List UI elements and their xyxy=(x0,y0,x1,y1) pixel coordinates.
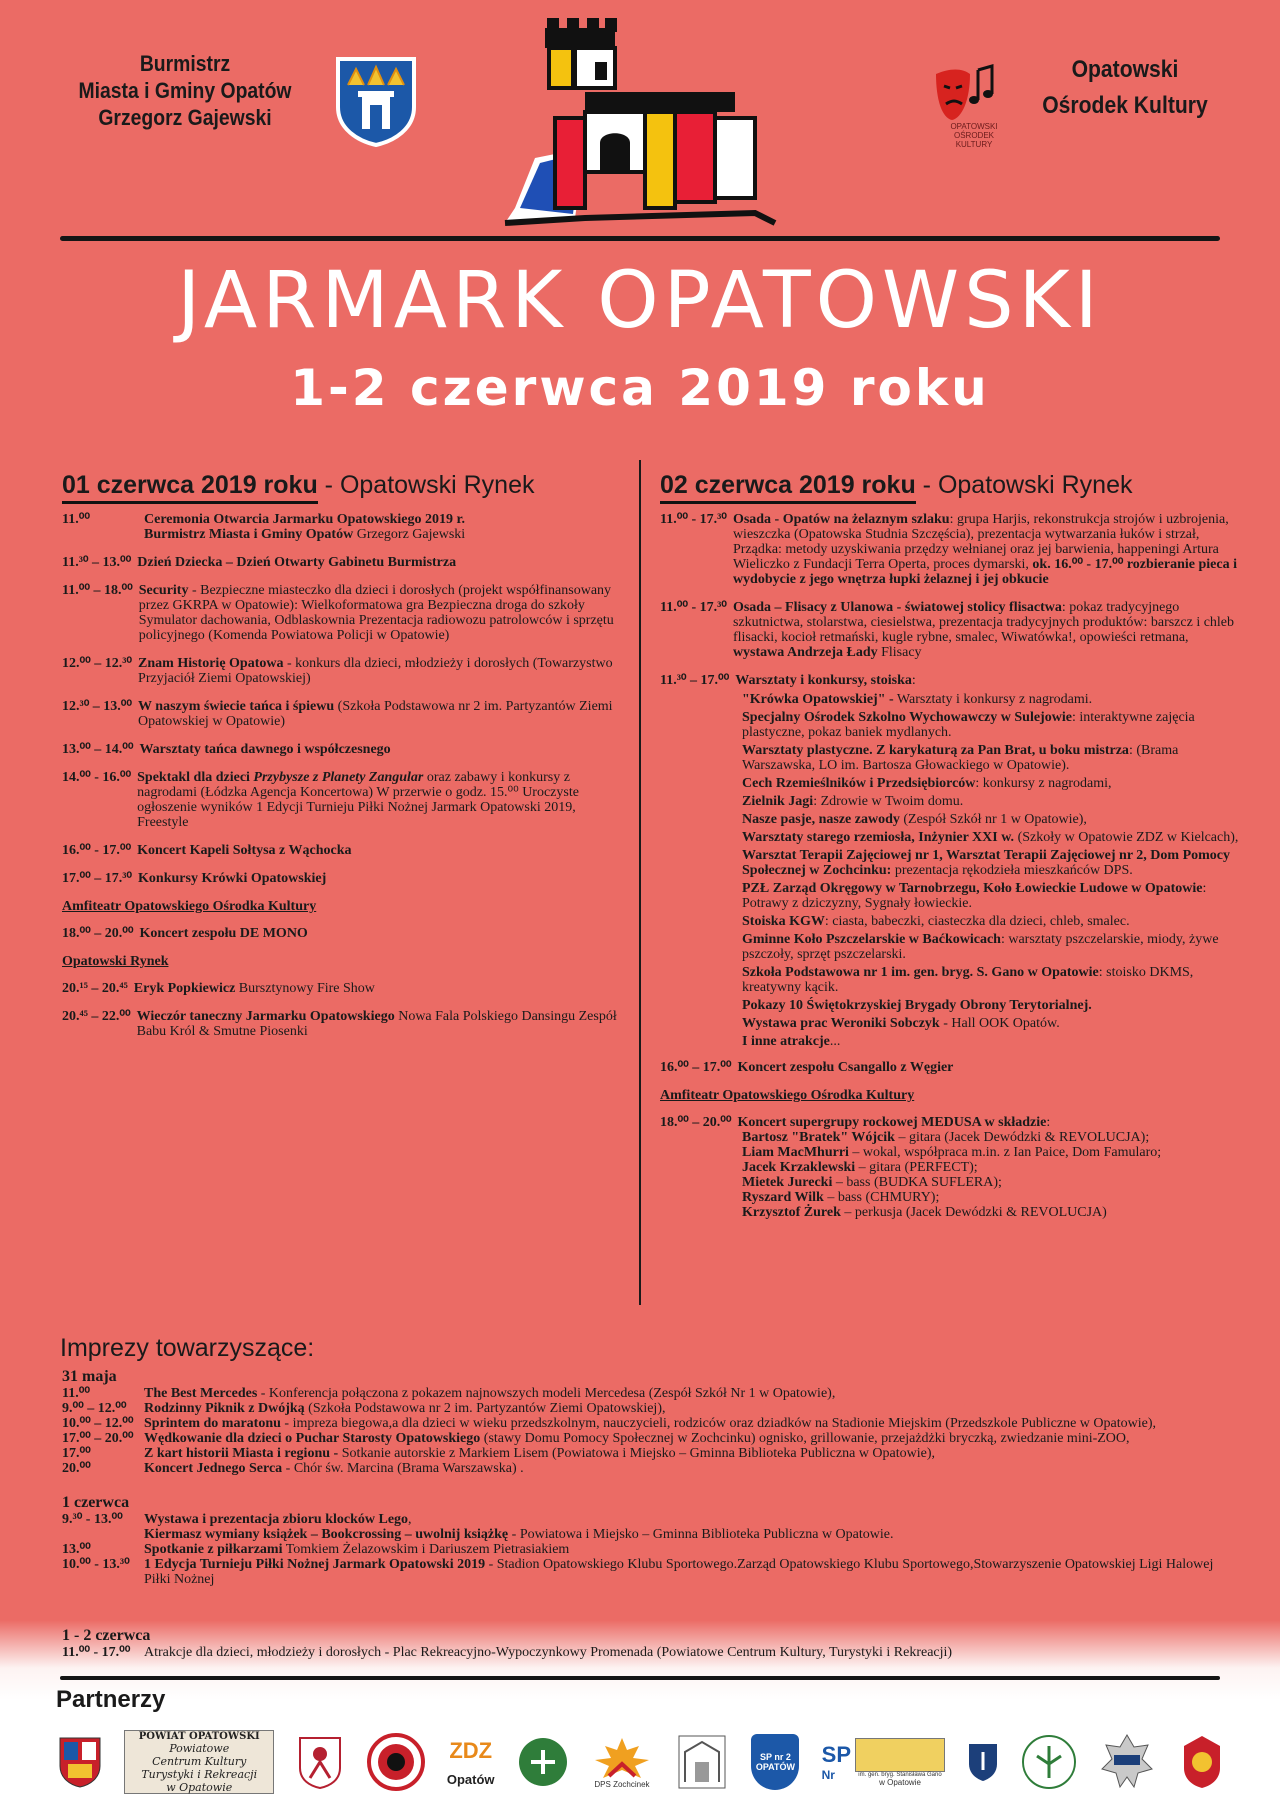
extra-time: 10.⁰⁰ – 12.⁰⁰ xyxy=(62,1416,134,1431)
extra-desc xyxy=(144,1446,1232,1461)
extra-desc xyxy=(144,1461,1232,1476)
event-desc: - konkurs dla dzieci, młodzieży i dorosłych (Towarzystwo Przyjaciół Ziemi Opatowskiej) xyxy=(138,656,613,686)
sp1-logo-line: w Opatowie xyxy=(879,1777,921,1787)
event-time: 11.⁰⁰ xyxy=(62,512,90,527)
event-title: Warsztaty tańca dawnego i współczesnego xyxy=(139,742,391,757)
workshop-desc: ... xyxy=(829,1034,841,1049)
event-title: W naszym świecie tańca i śpiewu xyxy=(138,699,335,714)
workshop-desc: : konkursy z nagrodami, xyxy=(975,776,1112,791)
extra-events-end xyxy=(62,1627,1232,1660)
workshop-item xyxy=(742,1016,1240,1031)
page-title: JARMARK OPATOWSKI xyxy=(177,256,1103,346)
opatow-crest-icon xyxy=(334,55,418,147)
extra-desc xyxy=(144,1542,1232,1557)
extra-text: Atrakcje dla dzieci, młodzieży i dorosłych - Plac Rekreacyjno-Wypoczynkowy Promenada (Powiatowe Centrum Kultury, Turystyki i Rekreacji) xyxy=(144,1645,953,1660)
extra-text: - impreza biegowa,a dla dzieci w wieku przedszkolnym, nauczycieli, rodziców oraz dziadków na Stadionie Miejskim (Przedszkole Publiczne w Opatowie), xyxy=(280,1416,1156,1431)
venue-heading: Amfiteatr Opatowskiego Ośrodka Kultury xyxy=(62,899,317,914)
day2-event xyxy=(660,600,1240,660)
band-member xyxy=(742,1190,1240,1205)
event-desc: : grupa Harjis, rekonstrukcja strojów i uzbrojenia, wieszczka (Opatowska Studnia Szczęścia), prezentacja wytwarzania łuków i strzał, Prządka: metody uzyskiwania przędzy wełnianej oraz jej barwienia, happeningi Artura Wieliczko z Fundacji Terra Operta, proces dymarski, xyxy=(732,512,1229,572)
extra-row xyxy=(62,1557,1232,1587)
workshop-title: PZŁ Zarząd Okręgowy w Tarnobrzegu, Koło Łowieckie Ludowe w Opatowie xyxy=(742,881,1203,896)
workshop-item xyxy=(742,848,1240,878)
workshop-list xyxy=(660,692,1240,1049)
workshop-title: Wystawa prac Weroniki Sobczyk xyxy=(742,1016,940,1031)
workshop-desc: (Zespół Szkół nr 1 w Opatowie), xyxy=(899,812,1087,827)
event-title: Security xyxy=(138,583,189,598)
sp1-logo-line: SP xyxy=(821,1742,851,1767)
extra-desc xyxy=(144,1416,1232,1431)
workshop-title: Warsztat Terapii Zajęciowej nr 1, Warsztat Terapii Zajęciowej nr 2, Dom Pomocy Społecznej w Zochcinku: xyxy=(742,848,1230,878)
culture-center-line-1: Opatowski xyxy=(1071,56,1179,83)
workshop-item xyxy=(742,692,1240,707)
dps-logo-text: DPS Zochcinek xyxy=(594,1779,650,1789)
library-icon xyxy=(675,1732,729,1792)
day2-place: - Opatowski Rynek xyxy=(915,471,1133,499)
day2-event xyxy=(660,673,1240,688)
event-time: 12.⁰⁰ – 12.³⁰ xyxy=(62,656,133,671)
member-name: Liam MacMhurri xyxy=(742,1145,849,1160)
extra-text: - Powiatowa i Miejsko – Gminna Biblioteka Publiczna w Opatowie. xyxy=(508,1527,894,1542)
workshop-item xyxy=(742,812,1240,827)
venue-heading: Amfiteatr Opatowskiego Ośrodka Kultury xyxy=(660,1088,915,1103)
workshop-title: Stoiska KGW xyxy=(742,914,825,929)
extra-title: Koncert Jednego Serca xyxy=(144,1461,283,1476)
workshop-desc: Warsztaty i konkursy z nagrodami. xyxy=(893,692,1093,707)
day1-event xyxy=(62,871,622,886)
event-desc: : pokaz tradycyjnego szkutnictwa, stolarstwa, ciesielstwa, prezentacja tradycyjnych produktów: barszcz i chleb flisacki, kocioł retmański, kugle rybne, smalec, Wiwatówka!, opowieści retmana, xyxy=(732,600,1235,645)
event-time: 16.⁰⁰ - 17.⁰⁰ xyxy=(62,843,132,858)
extra-title: Z kart historii Miasta i regionu - xyxy=(144,1446,339,1461)
day2-column xyxy=(660,470,1240,1220)
extra-time: 9.³⁰ - 13.⁰⁰ xyxy=(62,1512,123,1527)
extra-text: (stawy Domu Pomocy Społecznej w Zochcinku) ognisko, grillowanie, przejażdżki bryczką, zwiedzanie mini-ZOO, xyxy=(480,1431,1130,1446)
ook-logo-text xyxy=(934,122,1014,149)
workshop-title: Zielnik Jagi xyxy=(742,794,814,809)
day1-heading xyxy=(62,470,622,500)
coat-of-arms-icon xyxy=(58,1736,102,1788)
powiat-logo-line: w Opatowie xyxy=(166,1780,233,1794)
workshop-title: I inne atrakcje xyxy=(742,1034,830,1049)
member-name: Mietek Jurecki xyxy=(742,1175,833,1190)
sp1-logo-line: Nr xyxy=(821,1768,835,1782)
workshop-title: Warsztaty plastyczne. Z karykaturą za Pan Brat, u boku mistrza xyxy=(742,743,1129,758)
ook-logo-line-2: OŚRODEK xyxy=(953,131,994,140)
workshop-desc: : stoisko DKMS, kreatywny kącik. xyxy=(742,965,1194,995)
workshop-title: Cech Rzemieślników i Przedsiębiorców xyxy=(742,776,976,791)
event-title: Znam Historię Opatowa xyxy=(138,656,284,671)
culture-center-line-2: Ośrodek Kultury xyxy=(1042,92,1208,119)
extra-row xyxy=(62,1446,1232,1461)
extra-desc xyxy=(144,1401,1232,1416)
member-name: Jacek Krzaklewski xyxy=(742,1160,856,1175)
extra-text: Tomkiem Żelazowskim i Dariuszem Pietrasiakiem xyxy=(282,1542,570,1557)
extra-desc xyxy=(144,1431,1232,1446)
band-member xyxy=(742,1130,1240,1145)
powiat-logo xyxy=(124,1730,274,1794)
partner-logos xyxy=(58,1722,1228,1802)
event-title: Dzień Dziecka – Dzień Otwarty Gabinetu Burmistrza xyxy=(137,555,457,570)
day1-event xyxy=(62,656,622,686)
extra-row xyxy=(62,1461,1232,1476)
extra-heading-colon: : xyxy=(307,1334,315,1362)
workshop-item xyxy=(742,794,1240,809)
extra-row xyxy=(62,1645,1232,1660)
event-time: 11.³⁰ – 17.⁰⁰ xyxy=(660,673,730,688)
extra-title: Kiermasz wymiany książek – Bookcrossing – uwolnij książkę xyxy=(144,1527,509,1542)
extra-desc xyxy=(144,1512,1232,1527)
extra-desc xyxy=(144,1386,1232,1401)
football-club-icon xyxy=(367,1733,425,1791)
event-title: Osada - Opatów na żelaznym szlaku xyxy=(732,512,950,527)
workshop-desc: : ciasta, babeczki, ciasteczka dla dzieci, chleb, smalec. xyxy=(824,914,1130,929)
event-time: 11.⁰⁰ - 17.³⁰ xyxy=(660,512,727,527)
extra-row xyxy=(62,1401,1232,1416)
dance-school-icon xyxy=(296,1734,344,1790)
extra-time: 11.⁰⁰ xyxy=(62,1386,90,1401)
workshop-item xyxy=(742,932,1240,962)
event-time: 16.⁰⁰ – 17.⁰⁰ xyxy=(660,1060,732,1075)
member-name: Bartosz "Bratek" Wójcik xyxy=(742,1130,895,1145)
shield-icon xyxy=(967,1742,999,1782)
extra-day-heading: 31 maja xyxy=(62,1368,117,1385)
workshop-item xyxy=(742,1034,1240,1049)
craft-guild-icon xyxy=(517,1732,569,1792)
event-desc: : xyxy=(1046,1115,1051,1130)
day1-date: 01 czerwca 2019 roku xyxy=(62,471,318,504)
extra-title: Wystawa i prezentacja zbioru klocków Lego xyxy=(144,1512,409,1527)
zdz-logo-city: Opatów xyxy=(446,1771,495,1787)
day1-event xyxy=(62,926,622,941)
workshop-desc: (Szkoły w Opatowie ZDZ w Kielcach), xyxy=(1014,830,1239,845)
event-desc: Bursztynowy Fire Show xyxy=(235,981,375,996)
extra-text: - Konferencja połączona z pokazem najnowszych modeli Mercedesa (Zespół Szkół Nr 1 w Opatowie), xyxy=(257,1386,836,1401)
event-time: 11.³⁰ – 13.⁰⁰ xyxy=(62,555,132,570)
mayor-line-2: Miasta i Gminy Opatów xyxy=(78,78,292,103)
workshop-title: Specjalny Ośrodek Szkolno Wychowawczy w Sulejowie xyxy=(742,710,1072,725)
extra-desc xyxy=(144,1557,1232,1587)
zdz-logo-text: ZDZ xyxy=(449,1737,493,1763)
event-title-2: Burmistrz Miasta i Gminy Opatów xyxy=(144,527,354,542)
event-desc: : xyxy=(911,673,916,688)
extra-time: 17.⁰⁰ xyxy=(62,1446,91,1461)
extra-time: 13.⁰⁰ xyxy=(62,1542,91,1557)
event-title: Koncert Kapeli Sołtysa z Wąchocka xyxy=(137,843,352,858)
extra-time: 9.⁰⁰ – 12.⁰⁰ xyxy=(62,1401,127,1416)
event-title: Spektakl dla dzieci xyxy=(137,770,254,785)
workshop-title: Pokazy 10 Świętokrzyskiej Brygady Obrony Terytorialnej. xyxy=(742,998,1092,1013)
event-title: Wieczór taneczny Jarmarku Opatowskiego xyxy=(136,1009,395,1024)
member-name: Krzysztof Żurek xyxy=(742,1205,841,1220)
workshop-desc: : (Brama Warszawska, LO im. Bartosza Głowackiego w Opatowie). xyxy=(742,743,1179,773)
event-time: 14.⁰⁰ - 16.⁰⁰ xyxy=(62,770,132,785)
member-desc: – gitara (Jacek Dewódzki & REVOLUCJA); xyxy=(894,1130,1150,1145)
day1-event xyxy=(62,555,622,570)
member-name: Ryszard Wilk xyxy=(742,1190,824,1205)
extra-time: 17.⁰⁰ – 20.⁰⁰ xyxy=(62,1431,134,1446)
extra-time: 10.⁰⁰ - 13.³⁰ xyxy=(62,1557,130,1572)
event-title-italic: Przybysze z Planety Zangular xyxy=(253,770,424,785)
extra-title: The Best Mercedes xyxy=(144,1386,258,1401)
mayor-line-1: Burmistrz xyxy=(139,51,231,76)
workshop-item xyxy=(742,776,1240,791)
top-divider xyxy=(60,236,1220,241)
member-desc: – bass (CHMURY); xyxy=(823,1190,940,1205)
workshop-desc: : Potrawy z dziczyzny, Sygnały łowieckie. xyxy=(742,881,1207,911)
powiat-logo-line: Centrum Kultury xyxy=(152,1754,247,1768)
workshop-desc: - Hall OOK Opatów. xyxy=(939,1016,1060,1031)
event-desc: (Szkoła Podstawowa nr 2 im. Partyzantów Ziemi Opatowskiej w Opatowie) xyxy=(138,699,613,729)
hunting-club-icon xyxy=(1021,1734,1077,1790)
ook-logo-line-1: OPATOWSKI xyxy=(950,122,998,131)
workshop-title: "Krówka Opatowskiej" - xyxy=(742,692,894,707)
powiat-logo-line: POWIAT OPATOWSKI xyxy=(138,1730,260,1742)
member-desc: – wokal, współpraca m.in. z Ian Paice, Dom Famularo; xyxy=(848,1145,1162,1160)
extra-events xyxy=(62,1368,1232,1587)
day1-event xyxy=(62,512,622,542)
event-desc: Nowa Fala Polskiego Dansingu Zespół Babu Król & Smutne Piosenki xyxy=(136,1009,617,1039)
extra-row xyxy=(62,1431,1232,1446)
extra-title: 1 Edycja Turnieju Piłki Nożnej Jarmark Opatowski 2019 xyxy=(144,1557,486,1572)
dps-icon xyxy=(591,1736,653,1780)
workshop-title: Warsztaty starego rzemiosła, Inżynier XXI w. xyxy=(742,830,1015,845)
sp2-logo-line: SP nr 2 xyxy=(759,1752,791,1762)
workshop-item xyxy=(742,914,1240,929)
extra-desc xyxy=(144,1645,952,1660)
extra-title: Sprintem do maratonu xyxy=(144,1416,281,1431)
day2-event xyxy=(660,1115,1240,1130)
partners-divider xyxy=(60,1676,1220,1680)
extra-day-heading: 1 - 2 czerwca xyxy=(62,1627,151,1644)
extra-title: Wędkowanie dla dzieci o Puchar Starosty Opatowskiego xyxy=(144,1431,481,1446)
band-member xyxy=(742,1175,1240,1190)
band-member xyxy=(742,1205,1240,1220)
workshop-item xyxy=(742,743,1240,773)
extra-text: - Stadion Opatowskiego Klubu Sportowego.Zarząd Opatowskiego Klubu Sportowego,Stowarzyszenie Opatowskiej Ligi Halowej Piłki Nożnej xyxy=(144,1557,1214,1587)
event-time: 11.⁰⁰ - 17.³⁰ xyxy=(660,600,727,615)
day2-heading xyxy=(660,470,1240,500)
extra-heading-text: Imprezy towarzyszące xyxy=(60,1334,308,1362)
police-icon xyxy=(1100,1733,1154,1791)
workshop-desc: : interaktywne zajęcia plastyczne, pokaz baniek mydlanych. xyxy=(742,710,1195,740)
fire-brigade-icon xyxy=(1176,1734,1228,1790)
dps-logo xyxy=(591,1736,653,1789)
extra-text: , xyxy=(408,1512,412,1527)
castle-logo-icon xyxy=(485,18,795,228)
extra-row xyxy=(62,1542,1232,1557)
venue-heading: Opatowski Rynek xyxy=(62,954,169,969)
event-desc: oraz zabawy i konkursy z nagrodami (Łódzka Agencja Koncertowa) W przerwie o godz. 15.⁰⁰ Uroczyste ogłoszenie wyników 1 Edycji Turnieju Piłki Nożnej Jarmark Opatowski 2019, Freestyle xyxy=(137,770,579,830)
day2-event xyxy=(660,512,1240,587)
extra-text: (Szkoła Podstawowa nr 2 im. Partyzantów Ziemi Opatowskiej), xyxy=(304,1401,666,1416)
day1-place: - Opatowski Rynek xyxy=(317,471,535,499)
extra-title: Spotkanie z piłkarzami xyxy=(144,1542,283,1557)
extra-row xyxy=(62,1386,1232,1401)
event-highlight: wystawa Andrzeja Łady xyxy=(732,645,878,660)
powiat-logo-line: Powiatowe xyxy=(169,1741,230,1755)
sp1-logo-line: im. gen. bryg. Stanisława Gano xyxy=(858,1771,942,1778)
member-desc: – gitara (PERFECT); xyxy=(855,1160,978,1175)
workshop-title: Gminne Koło Pszczelarskie w Baćkowicach xyxy=(742,932,1001,947)
band-member xyxy=(742,1145,1240,1160)
day1-event xyxy=(62,981,622,996)
event-desc-2: Flisacy xyxy=(877,645,922,660)
day1-column xyxy=(62,470,622,1052)
day1-event xyxy=(62,770,622,830)
day1-event xyxy=(62,583,622,643)
event-desc: - Bezpieczne miasteczko dla dzieci i dorosłych (projekt współfinansowany przez GKRPA w Opatowie): Wielkoformatowa gra Bezpieczna droga do szkoły Symulator dachowania, Odblaskownia Prezentacja radiowozu patrolowców i sprzętu policyjnego (Komenda Powiatowa Policji w Opatowie) xyxy=(138,583,614,643)
extra-day-heading: 1 czerwca xyxy=(62,1494,130,1511)
extra-time: 11.⁰⁰ - 17.⁰⁰ xyxy=(62,1645,131,1660)
powiat-logo-line: Turystyki i Rekreacji xyxy=(141,1767,258,1781)
extra-time: 20.⁰⁰ xyxy=(62,1461,91,1476)
mayor-line-3: Grzegorz Gajewski xyxy=(98,105,272,130)
event-time: 17.⁰⁰ – 17.³⁰ xyxy=(62,871,133,886)
extra-title: Rodzinny Piknik z Dwójką xyxy=(144,1401,305,1416)
column-divider xyxy=(639,460,641,1305)
extra-row xyxy=(62,1512,1232,1527)
member-desc: – perkusja (Jacek Dewódzki & REVOLUCJA) xyxy=(840,1205,1107,1220)
workshop-desc: : warsztaty pszczelarskie, miody, żywe pszczoły, sprzęt pszczelarski. xyxy=(742,932,1219,962)
event-desc: Grzegorz Gajewski xyxy=(353,527,466,542)
workshop-item xyxy=(742,965,1240,995)
sp2-logo-line: OPATÓW xyxy=(755,1762,795,1772)
workshop-title: Szkoła Podstawowa nr 1 im. gen. bryg. S. Gano w Opatowie xyxy=(742,965,1099,980)
sp2-icon xyxy=(751,1734,799,1790)
workshop-item xyxy=(742,830,1240,845)
partners-heading: Partnerzy xyxy=(56,1686,166,1713)
event-title: Konkursy Krówki Opatowskiej xyxy=(138,871,327,886)
event-time: 18.⁰⁰ – 20.⁰⁰ xyxy=(660,1115,732,1130)
event-time: 12.³⁰ – 13.⁰⁰ xyxy=(62,699,133,714)
event-title: Koncert zespołu Csangallo z Węgier xyxy=(737,1060,954,1075)
day1-event xyxy=(62,843,622,858)
workshop-item xyxy=(742,710,1240,740)
event-time: 13.⁰⁰ – 14.⁰⁰ xyxy=(62,742,134,757)
culture-center-header xyxy=(1041,52,1208,124)
day1-event xyxy=(62,742,622,757)
extra-text: - Chór św. Marcina (Brama Warszawska) . xyxy=(282,1461,524,1476)
event-time: 20.¹⁵ – 20.⁴⁵ xyxy=(62,981,128,996)
event-title: Osada – Flisacy z Ulanowa - światowej stolicy flisactwa xyxy=(732,600,1062,615)
ook-logo-line-3: KULTURY xyxy=(955,140,993,149)
event-title: Warsztaty i konkursy, stoiska xyxy=(735,673,912,688)
day2-event xyxy=(660,1060,1240,1075)
event-time: 11.⁰⁰ – 18.⁰⁰ xyxy=(62,583,133,598)
zdz-logo xyxy=(447,1738,495,1787)
event-title: Koncert supergrupy rockowej MEDUSA w składzie xyxy=(737,1115,1047,1130)
workshop-item xyxy=(742,881,1240,911)
event-highlight: ok. 16.⁰⁰ - 17.⁰⁰ rozbieranie pieca i wydobycie z jego wnętrza łupki żelaznej i jej obkucie xyxy=(732,557,1237,587)
page-subtitle: 1-2 czerwca 2019 roku xyxy=(290,359,990,417)
extra-events-heading xyxy=(60,1334,314,1363)
extra-time xyxy=(62,1527,144,1542)
workshop-desc: prezentacja rękodzieła mieszkańców DPS. xyxy=(891,863,1133,878)
extra-row xyxy=(62,1416,1232,1431)
event-title: Koncert zespołu DE MONO xyxy=(139,926,308,941)
workshop-title: Nasze pasje, nasze zawody xyxy=(742,812,900,827)
extra-text: Sotkanie autorskie z Markiem Lisem (Powiatowa i Miejsko – Gminna Biblioteka Publiczna w Opatowie), xyxy=(338,1446,936,1461)
event-title: Eryk Popkiewicz xyxy=(133,981,236,996)
event-time: 18.⁰⁰ – 20.⁰⁰ xyxy=(62,926,134,941)
workshop-item xyxy=(742,998,1240,1013)
event-title: Ceremonia Otwarcia Jarmarku Opatowskiego 2019 r. xyxy=(144,512,465,527)
sp1-icon xyxy=(822,1738,945,1787)
day1-event xyxy=(62,699,622,729)
band-members xyxy=(660,1130,1240,1220)
workshop-desc: : Zdrowie w Twoim domu. xyxy=(813,794,964,809)
extra-row xyxy=(62,1527,1232,1542)
member-desc: – bass (BUDKA SUFLERA); xyxy=(832,1175,1002,1190)
mayor-header xyxy=(57,50,312,131)
extra-desc xyxy=(144,1527,1232,1542)
band-member xyxy=(742,1160,1240,1175)
day1-event xyxy=(62,1009,622,1039)
day2-date: 02 czerwca 2019 roku xyxy=(660,471,916,504)
event-time: 20.⁴⁵ – 22.⁰⁰ xyxy=(62,1009,131,1024)
